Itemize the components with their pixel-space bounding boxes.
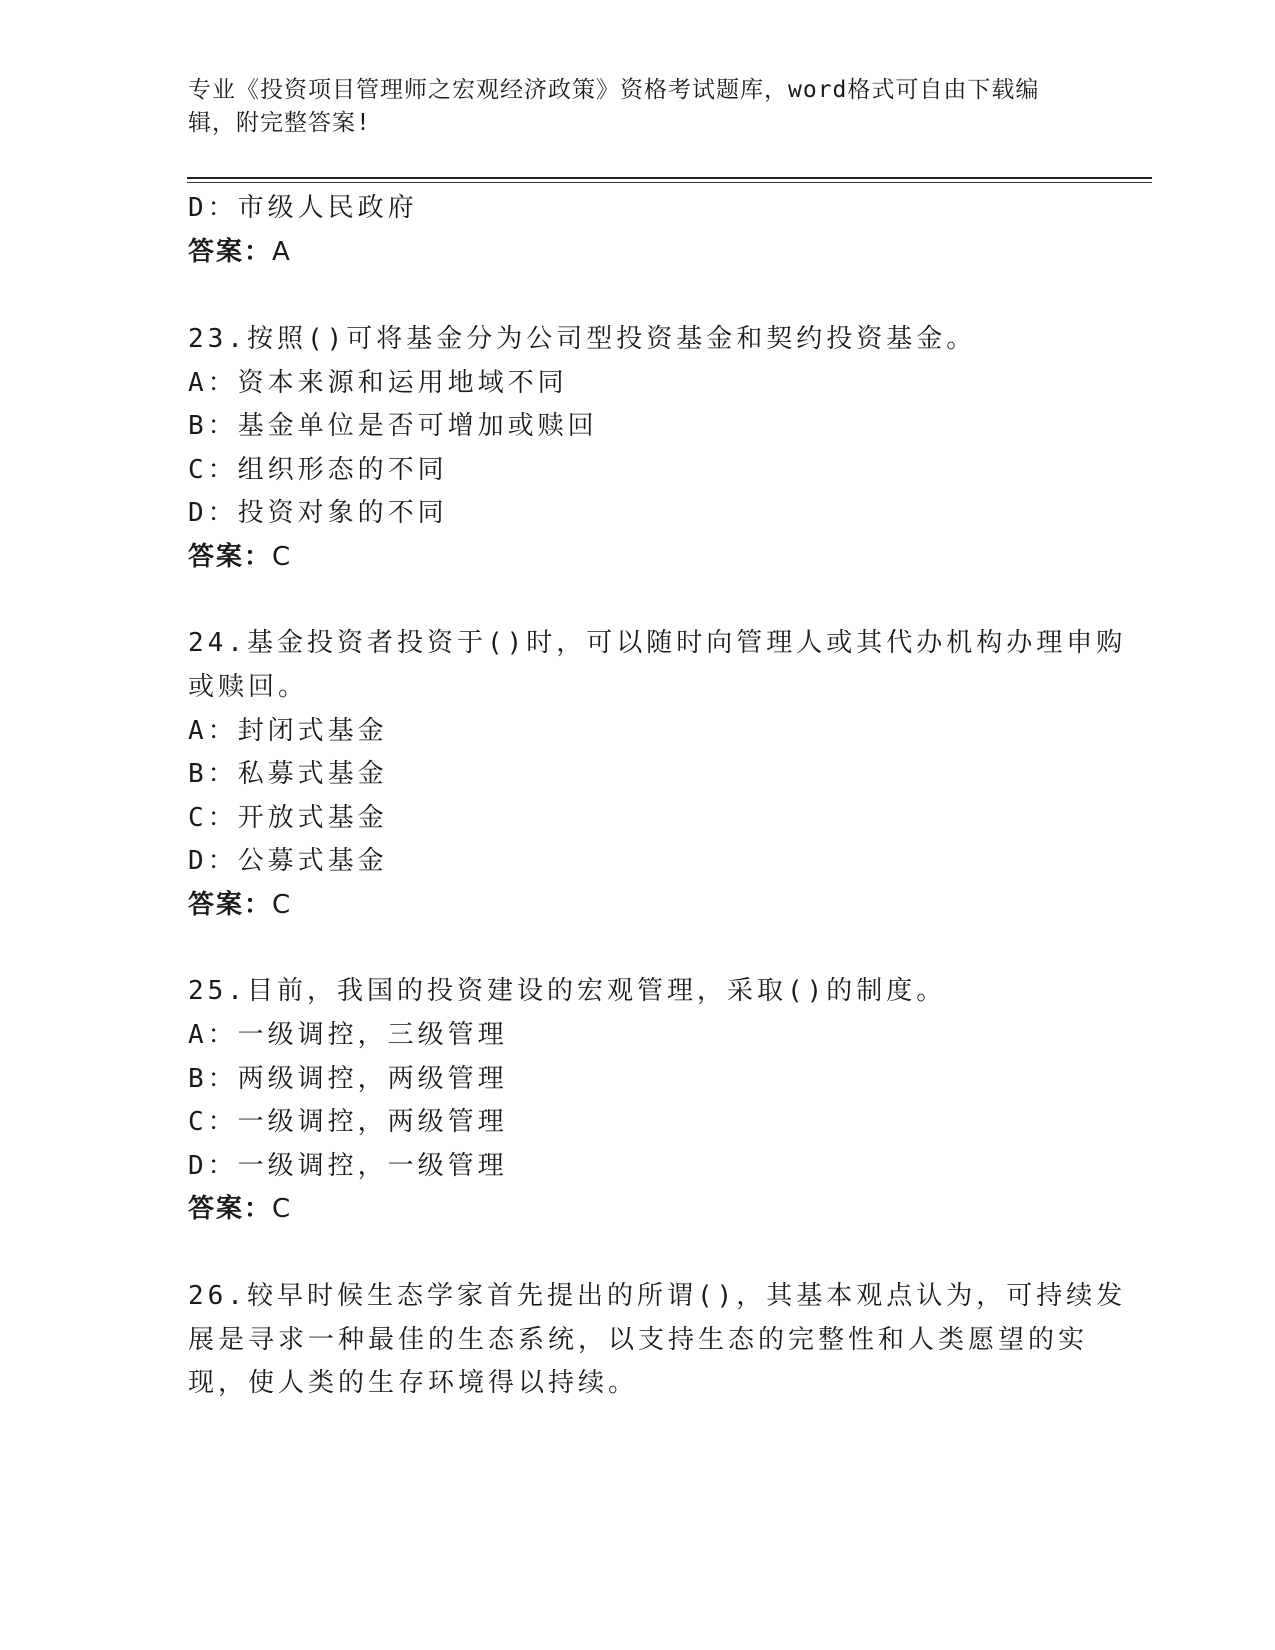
header-line-1: 专业《投资项目管理师之宏观经济政策》资格考试题库，word格式可自由下载编 <box>188 77 1040 103</box>
answer-value: C <box>272 1194 292 1224</box>
question-24-option-a: A：封闭式基金 <box>188 716 388 746</box>
question-24-option-d: D：公募式基金 <box>188 846 388 876</box>
header-divider-thin <box>187 182 1152 183</box>
prev-answer <box>188 235 291 269</box>
question-23-option-a: A：资本来源和运用地域不同 <box>188 368 568 398</box>
answer-label: 答案： <box>188 237 273 267</box>
question-25-option-b: B：两级调控，两级管理 <box>188 1064 508 1094</box>
question-23-answer <box>188 540 291 574</box>
question-25-option-d: D：一级调控，一级管理 <box>188 1151 508 1181</box>
question-24-stem-line-1: 24.基金投资者投资于()时，可以随时向管理人或其代办机构办理申购 <box>188 628 1127 658</box>
answer-label: 答案： <box>188 542 273 572</box>
question-24-option-c: C：开放式基金 <box>188 803 388 833</box>
question-25-answer <box>188 1192 291 1226</box>
answer-label: 答案： <box>188 1194 273 1224</box>
question-24-stem-line-2: 或赎回。 <box>188 672 309 702</box>
header-divider-thick <box>187 177 1152 179</box>
document-header <box>188 74 1068 140</box>
question-25-option-a: A：一级调控，三级管理 <box>188 1020 508 1050</box>
answer-value: A <box>272 237 291 267</box>
question-26-stem-line-1: 26.较早时候生态学家首先提出的所谓()，其基本观点认为，可持续发 <box>188 1281 1127 1311</box>
question-23-option-c: C：组织形态的不同 <box>188 455 448 485</box>
question-23-option-d: D：投资对象的不同 <box>188 498 448 528</box>
header-line-2: 辑，附完整答案! <box>188 110 371 136</box>
answer-value: C <box>272 542 292 572</box>
question-26-stem-line-2: 展是寻求一种最佳的生态系统，以支持生态的完整性和人类愿望的实 <box>188 1325 1089 1355</box>
question-23-option-b: B：基金单位是否可增加或赎回 <box>188 411 598 441</box>
prev-option-d: D：市级人民政府 <box>188 193 418 223</box>
question-26-stem-line-3: 现，使人类的生存环境得以持续。 <box>188 1368 639 1398</box>
question-25-option-c: C：一级调控，两级管理 <box>188 1107 508 1137</box>
question-24-option-b: B：私募式基金 <box>188 759 388 789</box>
question-24-answer <box>188 888 291 922</box>
question-25-stem: 25.目前，我国的投资建设的宏观管理，采取()的制度。 <box>188 976 947 1006</box>
question-23-stem: 23.按照()可将基金分为公司型投资基金和契约投资基金。 <box>188 324 977 354</box>
answer-value: C <box>272 890 292 920</box>
answer-label: 答案： <box>188 890 273 920</box>
